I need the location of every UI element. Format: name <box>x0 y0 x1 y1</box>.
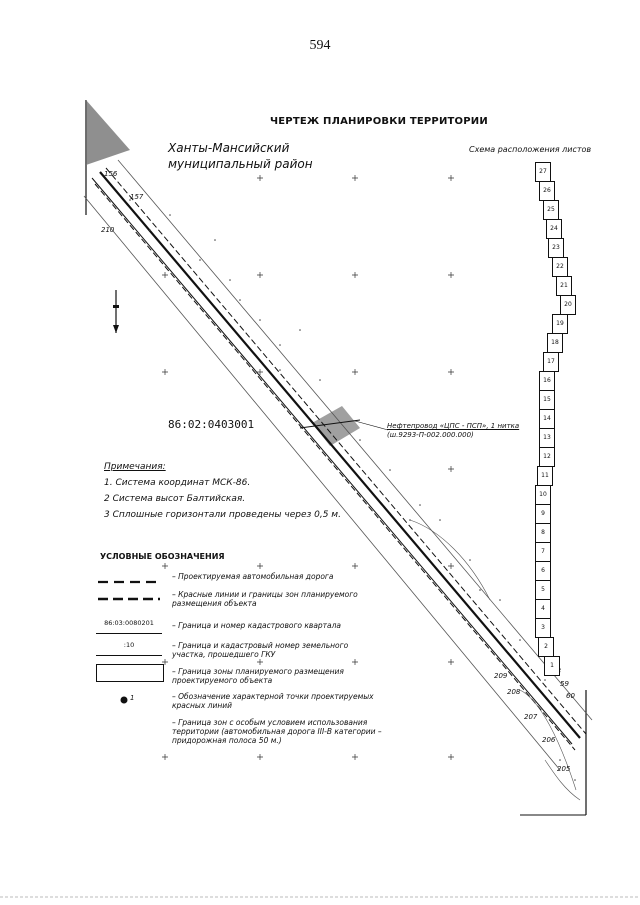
legend-text: – Красные линии и границы зон планируемого размещения объекта <box>172 590 358 608</box>
sheet-6: 6 <box>535 561 551 581</box>
note-item: 2 Система высот Балтийская. <box>104 494 246 504</box>
legend-item <box>96 690 386 714</box>
sheet-7: 7 <box>535 542 551 562</box>
legend-point-number: 1 <box>130 694 135 702</box>
zone-boundary-symbol <box>96 664 164 682</box>
point-label: 209 <box>494 672 508 680</box>
legend-text: – Граница и кадастровый номер земельного участка, прошедшего ГКУ <box>172 641 349 659</box>
sheet-10: 10 <box>535 485 551 505</box>
hatched-area-top <box>86 100 130 165</box>
sheet-27: 27 <box>535 162 551 182</box>
sheet-scheme-title: Схема расположения листов <box>469 145 592 154</box>
land-plot-symbol: :10 <box>96 641 162 656</box>
point-marker-symbol <box>96 692 162 706</box>
red-line-symbol <box>96 592 162 606</box>
legend-item <box>96 590 386 614</box>
pipeline-label-line-1: Нефтепровод «ЦПС - ПСП», 1 нитка <box>387 422 520 430</box>
notes-heading: Примечания: <box>104 462 166 472</box>
sheet-11: 11 <box>537 466 553 486</box>
sheet-23: 23 <box>548 238 564 258</box>
cadastral-quarter-symbol: 86:03:0080201 <box>96 619 162 634</box>
sheet-15: 15 <box>539 390 555 410</box>
hatched-area-pipeline <box>312 406 360 446</box>
sheet-2: 2 <box>538 637 554 657</box>
drawing-title: ЧЕРТЕЖ ПЛАНИРОВКИ ТЕРРИТОРИИ <box>270 116 488 127</box>
point-label: 59 <box>560 680 569 688</box>
sheet-24: 24 <box>546 219 562 239</box>
sheet-9: 9 <box>535 504 551 524</box>
pipeline-label-line-2: (ш.9293-П-002.000.000) <box>387 431 474 439</box>
sheet-16: 16 <box>539 371 555 391</box>
sheet-4: 4 <box>535 599 551 619</box>
sheet-14: 14 <box>539 409 555 429</box>
note-item: 3 Сплошные горизонтали проведены через 0,5 м. <box>104 510 341 520</box>
legend-text: – Граница зон с особым условием использования территории (автомобильная дорога III-В категории – придорожная полоса 50 м.) <box>172 718 382 745</box>
point-label: 60 <box>566 692 575 700</box>
sheet-20: 20 <box>560 295 576 315</box>
legend-item <box>96 664 386 688</box>
sheet-1: 1 <box>544 656 560 676</box>
region-label <box>168 140 313 172</box>
sheet-5: 5 <box>535 580 551 600</box>
point-label: 210 <box>101 226 115 234</box>
point-label: 208 <box>507 688 521 696</box>
sheet-13: 13 <box>539 428 555 448</box>
pipeline-leader <box>355 421 388 430</box>
sheet-8: 8 <box>535 523 551 543</box>
page-number: 594 <box>309 38 331 53</box>
note-item: 1. Система координат МСК-86. <box>104 478 251 488</box>
point-label: 205 <box>557 765 571 773</box>
point-label: 157 <box>130 193 144 201</box>
sheet-26: 26 <box>539 181 555 201</box>
legend-text: – Обозначение характерной точки проектируемых красных линий <box>172 692 374 710</box>
sheet-17: 17 <box>543 352 559 372</box>
legend-text: – Граница и номер кадастрового квартала <box>172 621 342 630</box>
sheet-3: 3 <box>535 618 551 638</box>
point-label: 206 <box>542 736 556 744</box>
legend-item <box>96 617 386 641</box>
legend-title: УСЛОВНЫЕ ОБОЗНАЧЕНИЯ <box>100 552 225 561</box>
north-arrow-icon <box>113 290 119 333</box>
legend-item <box>96 639 386 663</box>
sheet-12: 12 <box>539 447 555 467</box>
region-line-1: Ханты-Мансийский <box>168 141 290 155</box>
cadastral-quarter-number: 86:02:0403001 <box>168 418 255 431</box>
pipeline-label <box>387 422 519 440</box>
sheet-21: 21 <box>556 276 572 296</box>
point-label: 207 <box>524 713 538 721</box>
legend-text: – Проектируемая автомобильная дорога <box>172 572 334 581</box>
sheet-19: 19 <box>552 314 568 334</box>
point-label: 156 <box>104 170 118 178</box>
notes-block <box>104 459 341 523</box>
sheet-22: 22 <box>552 257 568 277</box>
contour-line-1 <box>410 520 490 600</box>
sheet-25: 25 <box>543 200 559 220</box>
region-line-2: муниципальный район <box>168 157 313 171</box>
dashed-road-symbol <box>96 574 162 588</box>
sheet-18: 18 <box>547 333 563 353</box>
legend-text: – Граница зоны планируемого размещения проектируемого объекта <box>172 667 344 685</box>
legend-item <box>96 718 386 754</box>
